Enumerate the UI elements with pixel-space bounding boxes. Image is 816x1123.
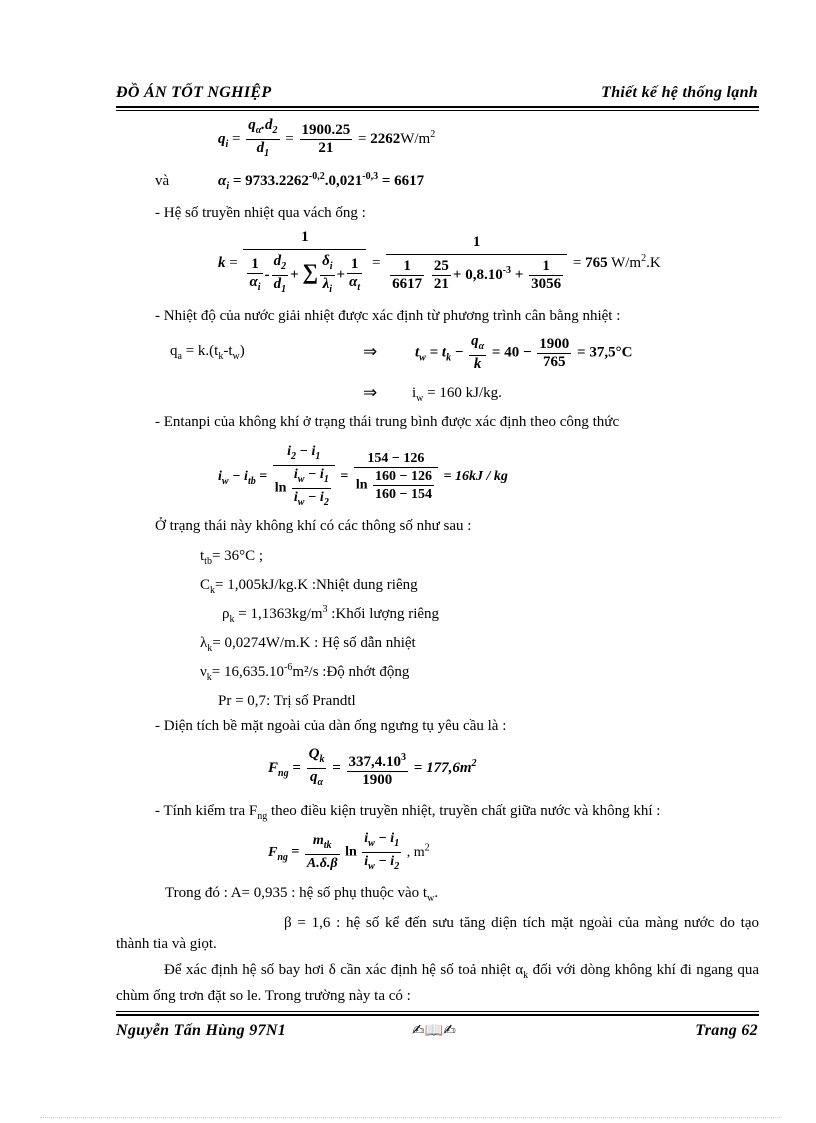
parameter-row: $t_{tb}= 36^\circ C$ ; — [200, 548, 264, 567]
text-tw-intro: - Nhiệt độ của nước giải nhiệt được xác định từ phương trình cân bằng nhiệt : — [155, 308, 621, 324]
text-check-intro: - Tính kiểm tra $F_{ng}$ theo điều kiện truyền nhiệt, truyền chất giữa nước và không khí : — [155, 803, 661, 822]
label-and: và — [155, 173, 170, 189]
parameter-row: $\rho_k = 1,1363kg/m^3$ :Khối lượng riêng — [222, 604, 440, 625]
parameter-row: $C_k= 1,005kJ/kg.K$ :Nhiệt dung riêng — [200, 577, 418, 596]
text-k-intro: - Hệ số truyền nhiệt qua vách ống : — [155, 205, 366, 221]
page-edge — [40, 1117, 780, 1118]
implies-icon-2: ⇒ — [363, 383, 378, 402]
header-right: Thiết kế hệ thống lạnh — [601, 84, 758, 101]
text-enthalpy-intro: - Entanpi của không khí ở trạng thái trung bình được xác định theo công thức — [155, 414, 620, 430]
equation-iw: $i_w = 160$ kJ/kg. — [412, 385, 502, 404]
equation-alpha-i: $\alpha_i = 9733.2262^{-0,2}.0,021^{-0,3} = 6617$ — [218, 171, 425, 192]
parameter-row: Pr = 0,7: Trị số Prandtl — [218, 693, 356, 709]
paragraph-beta: β = 1,6 : hệ số kể đến sưu tăng diện tích mặt ngoài của màng nước do tạo thành tia và giọt. — [116, 915, 759, 952]
header-rule-thin — [116, 110, 759, 111]
equation-k: k = 1 $\frac{1}{\alpha_i}$ - $\frac{d_2}{d_1}$ + ∑ $\frac{\delta_i}{\lambda_i}$ + $\frac{1}{\alpha_t}$ = 1 $\frac{1}{6617}$ $\frac{25}{21}$ + $0,8.10^{-3}$ + $\frac{1}{3056}$ = 765 $W/m^2.K$ — [218, 229, 661, 295]
implies-icon: ⇒ — [363, 342, 378, 361]
parameter-row: $\lambda_k= 0,0274W/m.K$ : Hệ số dẫn nhiệt — [200, 635, 416, 654]
equation-tw: $t_w = t_k$ − $\frac{q_\alpha}{k}$ = 40 − $\frac{1900}{765}$ = 37,5°C — [415, 333, 633, 372]
equation-fng-check: $F_{ng}$ = $\frac{m_{tk}}{A.\delta.\beta}$ ln $\frac{i_w - i_1}{i_w - i_2}$ , $m^2$ — [268, 831, 430, 872]
footer-rule — [116, 1014, 759, 1016]
equation-enthalpy: $i_w - i_{tb}$ = $i_2 - i_1$ ln $\frac{i_w - i_1}{i_w - i_2}$ = 154 − 126 ln $\frac{160 - 126}{160 - 154}$ = 16kJ / kg — [218, 444, 508, 508]
text-area-intro: - Diện tích bề mặt ngoài của dàn ống ngưng tụ yêu cầu là : — [155, 718, 507, 734]
book-icon: ✍📖✍ — [412, 1021, 456, 1039]
equation-fng: $F_{ng}$ = $\frac{Q_k}{q_\alpha}$ = $\frac{337,4.10^3}{1900}$ = $177,6m^2$ — [268, 746, 477, 788]
footer-rule-thin — [116, 1011, 759, 1012]
footer-page: Trang 62 — [695, 1022, 758, 1039]
header-rule — [116, 106, 759, 108]
header-left: ĐỒ ÁN TỐT NGHIỆP — [116, 84, 272, 101]
text-state-intro: Ở trạng thái này không khí có các thông số như sau : — [155, 518, 472, 534]
parameter-row: $\nu_k= 16,635.10^{-6}m^2/s$ :Độ nhớt động — [200, 662, 410, 683]
text-where-a: Trong đó : A= 0,935 : hệ số phụ thuộc vào $t_w$. — [165, 885, 439, 904]
footer-author: Nguyễn Tấn Hùng 97N1 — [116, 1022, 287, 1039]
equation-qi: $q_i$ = $\frac{q_\alpha.d_2}{d_1}$ = $\frac{1900.25}{21}$ = $2262W/m^2$ — [218, 117, 436, 159]
equation-qa-left: $q_a = k.(t_k-t_w)$ — [170, 343, 245, 362]
paragraph-last: Để xác định hệ số bay hơi δ cần xác định hệ số toả nhiệt $\alpha_k$ đối với dòng không khí đi ngang qua chùm ống trơn đặt so le. Trong trường này ta có : — [116, 962, 760, 1004]
